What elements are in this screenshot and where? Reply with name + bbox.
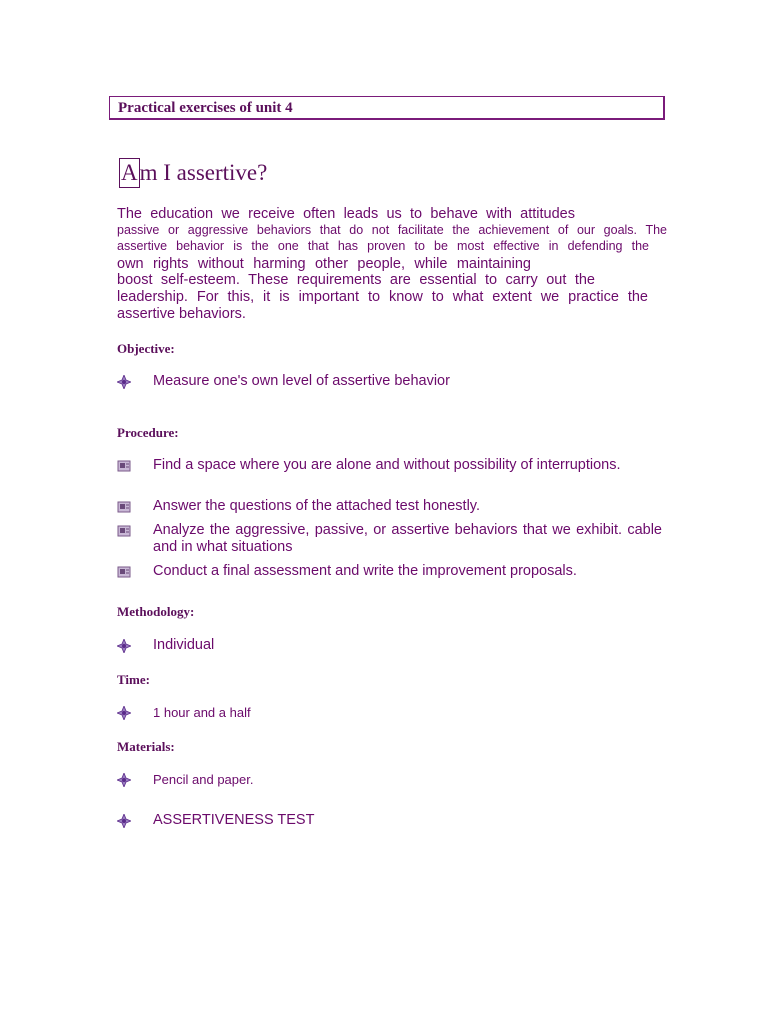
diamond-cross-bullet-icon [117, 706, 131, 720]
checkbox-bullet-icon [117, 459, 131, 473]
page-title [119, 158, 267, 188]
unit-title: Practical exercises of unit 4 [118, 100, 293, 116]
procedure-text-1: Find a space where you are alone and without possibility of interruptions. [153, 457, 621, 473]
time-heading: Time: [117, 672, 150, 687]
procedure-heading: Procedure: [117, 425, 179, 440]
methodology-heading: Methodology: [117, 604, 195, 619]
diamond-cross-bullet-icon [117, 639, 131, 653]
intro-line-5: boost self-esteem. These requirements are essential to carry out the [117, 272, 595, 288]
checkbox-bullet-icon [117, 500, 131, 514]
procedure-text-3: Analyze the aggressive, passive, or assertive behaviors that we exhibit. cable and in what situations [153, 522, 662, 555]
intro-line-1: The education we receive often leads us to behave with attitudes [117, 206, 575, 222]
checkbox-bullet-icon [117, 524, 131, 538]
diamond-cross-bullet-icon [117, 375, 131, 389]
diamond-cross-bullet-icon [117, 773, 131, 787]
intro-line-7: assertive behaviors. [117, 306, 246, 322]
materials-text-1: Pencil and paper. [153, 772, 254, 787]
intro-line-2: passive or aggressive behaviors that do not facilitate the achievement of our goals. The [117, 223, 667, 237]
materials-heading: Materials: [117, 739, 175, 754]
title-rest: m I assertive? [139, 160, 268, 185]
title-first-letter: A [119, 158, 140, 188]
materials-text-2: ASSERTIVENESS TEST [153, 812, 315, 828]
unit-title-box [109, 96, 665, 120]
objective-text: Measure one's own level of assertive behavior [153, 373, 450, 389]
intro-line-6: leadership. For this, it is important to know to what extent we practice the [117, 289, 648, 305]
checkbox-bullet-icon [117, 565, 131, 579]
time-text: 1 hour and a half [153, 705, 251, 720]
procedure-text-4: Conduct a final assessment and write the improvement proposals. [153, 563, 577, 579]
methodology-text: Individual [153, 637, 215, 653]
procedure-text-2: Answer the questions of the attached test honestly. [153, 498, 480, 514]
intro-line-3: assertive behavior is the one that has proven to be most effective in defending the [117, 239, 649, 253]
intro-line-4: own rights without harming other people, while maintaining [117, 256, 531, 272]
diamond-cross-bullet-icon [117, 814, 131, 828]
objective-heading: Objective: [117, 341, 175, 356]
